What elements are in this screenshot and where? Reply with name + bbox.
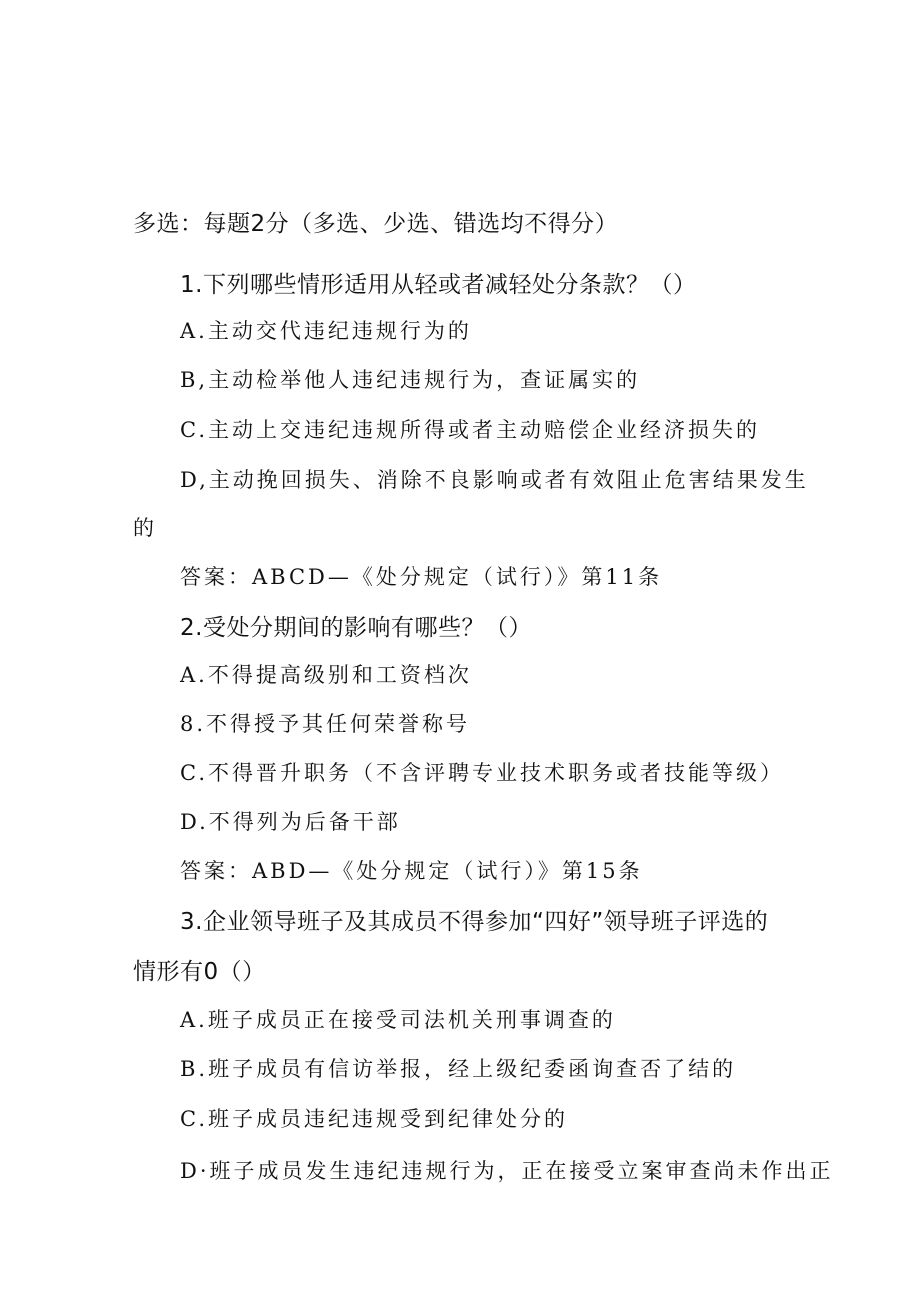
question-2-option-a: A.不得提高级别和工资档次 bbox=[180, 663, 472, 687]
question-3-stem-line-1: 3.企业领导班子及其成员不得参加“四好”领导班子评选的 bbox=[180, 909, 769, 935]
question-2-answer: 答案：ABD—《处分规定（试行）》第15条 bbox=[180, 859, 643, 883]
question-1-answer: 答案：ABCD—《处分规定（试行）》第11条 bbox=[180, 565, 663, 589]
question-3-option-d: D·班子成员发生违纪违规行为，正在接受立案审查尚未作出正 bbox=[180, 1159, 834, 1183]
question-2-option-c: C.不得晋升职务（不含评聘专业技术职务或者技能等级） bbox=[180, 761, 784, 785]
question-3-option-b: B.班子成员有信访举报，经上级纪委函询查否了结的 bbox=[180, 1057, 737, 1081]
question-2-option-b: 8.不得授予其任何荣誉称号 bbox=[180, 712, 471, 736]
question-1-option-d: D,主动挽回损失、消除不良影响或者有效阻止危害结果发生 bbox=[180, 468, 809, 492]
question-1-option-d-continued: 的 bbox=[133, 516, 157, 540]
question-3-option-a: A.班子成员正在接受司法机关刑事调查的 bbox=[180, 1008, 616, 1032]
question-3-option-c: C.班子成员违纪违规受到纪律处分的 bbox=[180, 1107, 568, 1131]
question-2-option-d: D.不得列为后备干部 bbox=[180, 810, 401, 834]
question-1-option-a: A.主动交代违纪违规行为的 bbox=[180, 319, 472, 343]
question-2-stem: 2.受处分期间的影响有哪些？（） bbox=[180, 615, 532, 641]
question-1-option-b: B,主动检举他人违纪违规行为，查证属实的 bbox=[180, 368, 641, 392]
section-title: 多选：每题2分（多选、少选、错选均不得分） bbox=[133, 211, 619, 237]
question-1-stem: 1.下列哪些情形适用从轻或者减轻处分条款？（） bbox=[180, 272, 697, 298]
question-1-option-c: C.主动上交违纪违规所得或者主动赔偿企业经济损失的 bbox=[180, 418, 760, 442]
question-3-stem-line-2: 情形有0（） bbox=[133, 959, 266, 985]
